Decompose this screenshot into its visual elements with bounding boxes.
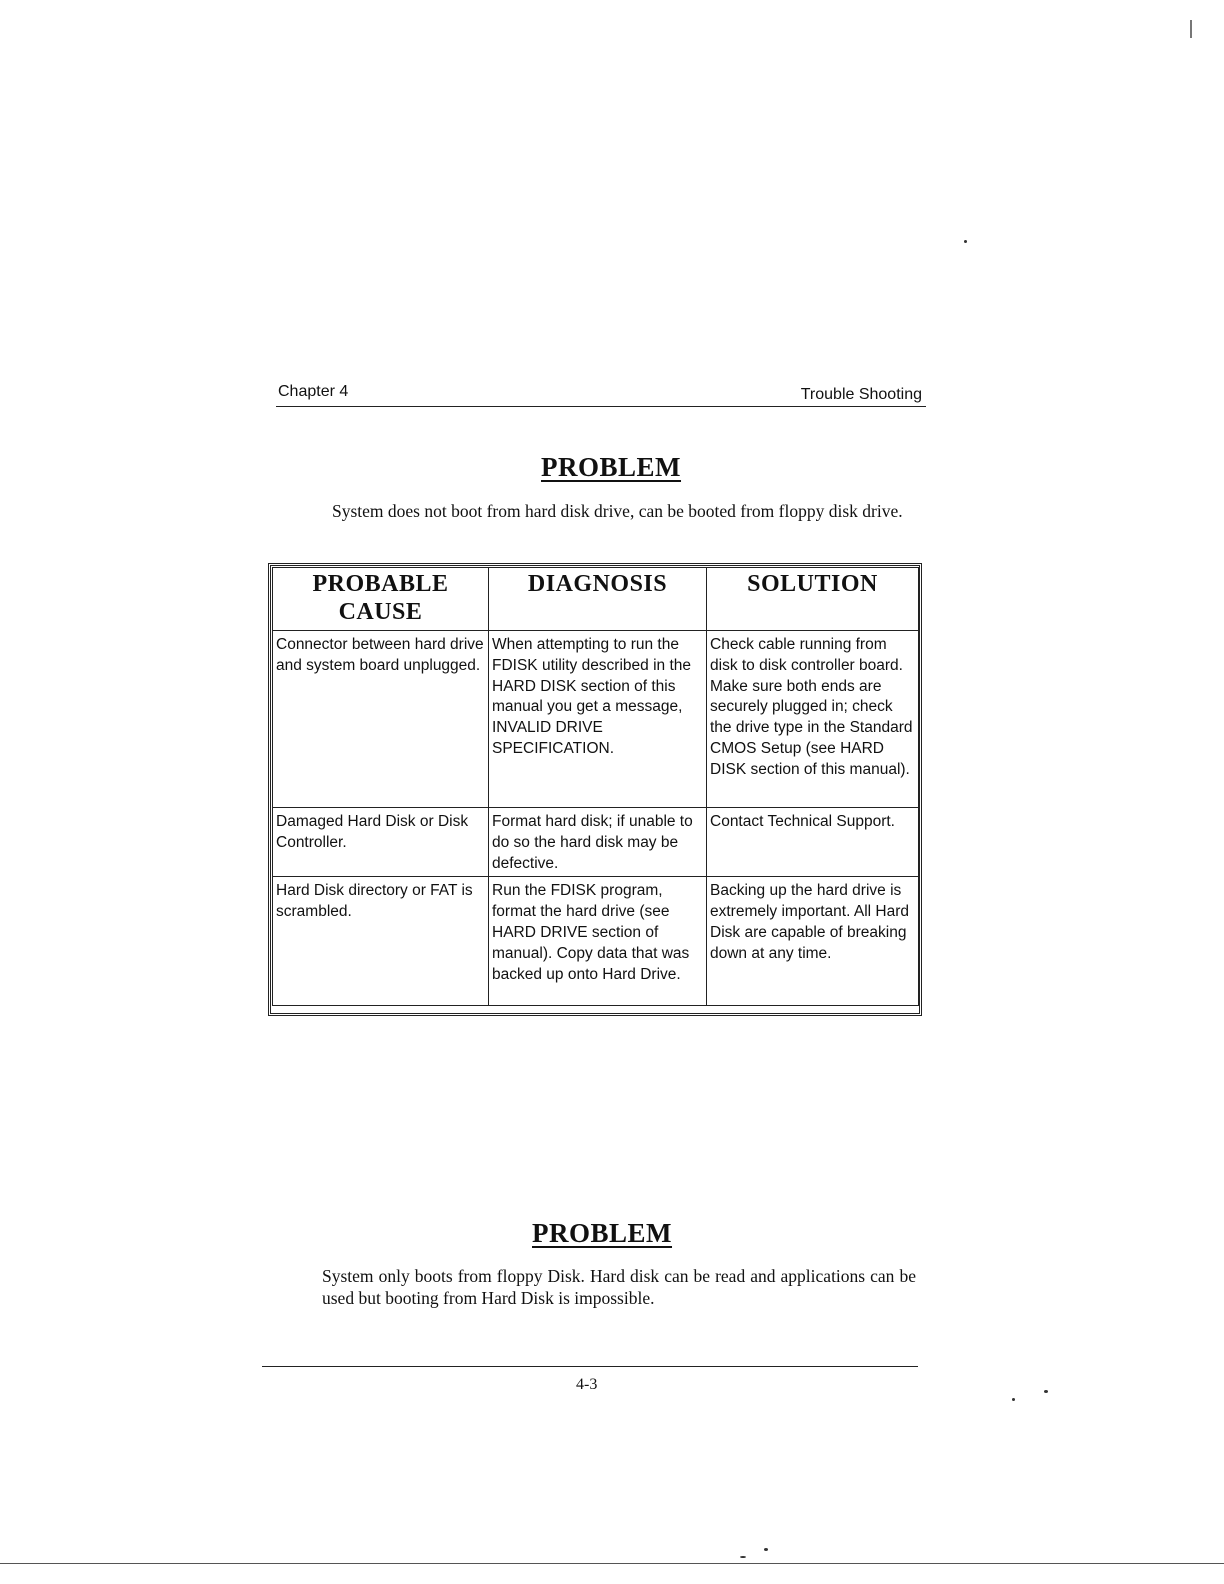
table-header-row: [273, 568, 919, 631]
scan-speck: [1012, 1398, 1015, 1401]
scan-speck: [740, 1556, 746, 1558]
cause-cell: Connector between hard drive and system board unplugged.: [273, 631, 489, 808]
cause-cell: Damaged Hard Disk or Disk Controller.: [273, 808, 489, 877]
table-row: [273, 877, 919, 1006]
diagnosis-cell: When attempting to run the FDISK utility described in the HARD DISK section of this manual you get a message, INVALID DRIVE SPECIFICATION.: [489, 631, 707, 808]
problem-heading-2: PROBLEM: [532, 1218, 673, 1248]
problem-description-1: System does not boot from hard disk drive, can be booted from floppy disk drive.: [332, 501, 903, 521]
solution-cell: Check cable running from disk to disk controller board. Make sure both ends are securely plugged in; check the drive type in the Standard CMOS Setup (see HARD DISK section of this manual).: [707, 631, 919, 808]
problem-heading-1: PROBLEM: [541, 452, 682, 482]
column-header-cause: PROBABLE CAUSE: [273, 568, 489, 631]
scan-speck: [1044, 1390, 1048, 1393]
scan-speck: [764, 1548, 768, 1551]
table-row: [273, 808, 919, 877]
diagnosis-cell: Run the FDISK program, format the hard drive (see HARD DRIVE section of manual). Copy data that was backed up onto Hard Drive.: [489, 877, 707, 1006]
scan-speck: [1190, 20, 1192, 38]
troubleshooting-table: [272, 567, 919, 1006]
chapter-label: Chapter 4: [278, 383, 349, 400]
solution-cell: Backing up the hard drive is extremely important. All Hard Disk are capable of breaking down at any time.: [707, 877, 919, 1006]
column-header-solution: SOLUTION: [707, 568, 919, 631]
diagnosis-cell: Format hard disk; if unable to do so the hard disk may be defective.: [489, 808, 707, 877]
footer-rule: [262, 1366, 918, 1367]
scan-edge-line: [0, 1563, 1224, 1564]
solution-cell: Contact Technical Support.: [707, 808, 919, 877]
section-title: Trouble Shooting: [800, 386, 922, 403]
column-header-diagnosis: DIAGNOSIS: [489, 568, 707, 631]
scan-speck: [964, 240, 967, 243]
page-header: [276, 382, 926, 407]
table-row: [273, 631, 919, 808]
cause-cell: Hard Disk directory or FAT is scrambled.: [273, 877, 489, 1006]
page-number: 4-3: [576, 1376, 598, 1393]
problem-description-2: System only boots from floppy Disk. Hard disk can be read and applications can be used but booting from Hard Disk is impossible.: [322, 1266, 916, 1308]
